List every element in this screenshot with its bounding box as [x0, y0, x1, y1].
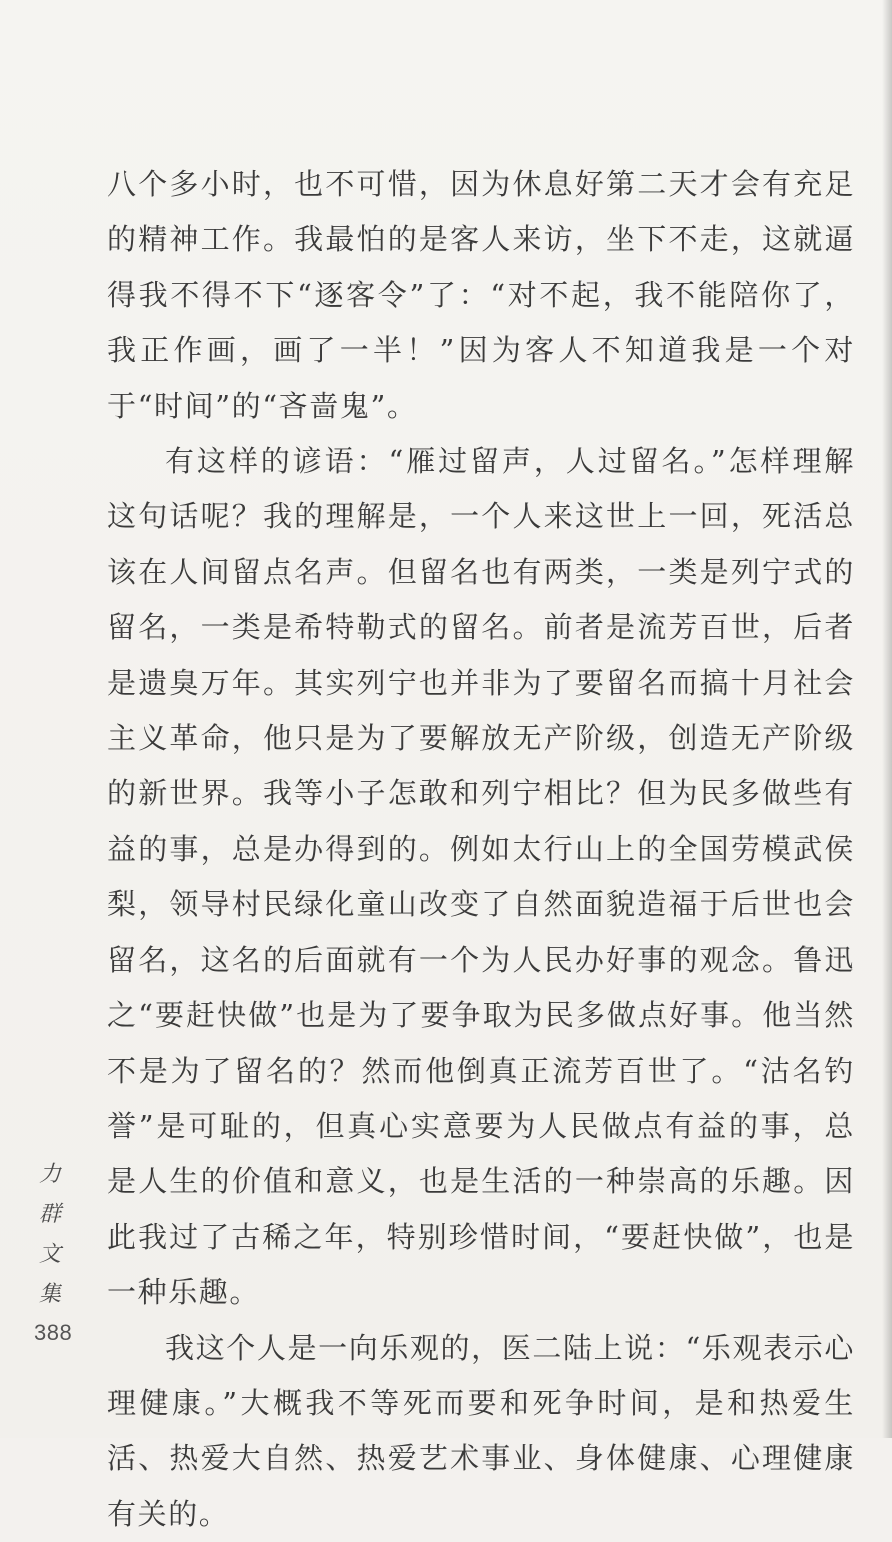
- page-number: 388: [34, 1320, 73, 1345]
- paragraph-1: 八个多小时，也不可惜，因为休息好第二天才会有充足的精神工作。我最怕的是客人来访，坐下不走，这就逼得我不得不下“逐客令”了：“对不起，我不能陪你了，我正作画，画了一半！”因为客人不知道我是一个对于“时间”的“吝啬鬼”。: [107, 167, 855, 423]
- paragraph-3: 我这个人是一向乐观的，医二陆上说：“乐观表示心理健康。”大概我不等死而要和死争时间，是和热爱生活、热爱大自然、热爱艺术事业、身体健康、心理健康有关的。: [107, 1330, 855, 1531]
- side-title-char: 群: [38, 1202, 61, 1227]
- paragraph-2: 有这样的谚语：“雁过留声，人过留名。”怎样理解这句话呢？我的理解是，一个人来这世上一回，死活总该在人间留点名声。但留名也有两类，一类是列宁式的留名，一类是希特勒式的留名。前者是流芳百世，后者是遗臭万年。其实列宁也并非为了要留名而搞十月社会主义革命，他只是为了要解放无产阶级，创造无产阶级的新世界。我等小子怎敢和列宁相比？但为民多做些有益的事，总是办得到的。例如太行山上的全国劳模武侯梨，领导村民绿化童山改变了自然面貌造福于后世也会留名，这名的后面就有一个为人民办好事的观念。鲁迅之“要赶快做”也是为了要争取为民多做点好事。他当然不是为了留名的？然而他倒真正流芳百世了。“沽名钓誉”是可耻的，但真心实意要为人民做点有益的事，总是人生的价值和意义，也是生活的一种崇高的乐趣。因此我过了古稀之年，特别珍惜时间，“要赶快做”，也是一种乐趣。: [107, 444, 855, 1310]
- body-text: [107, 157, 855, 1542]
- side-title-char: 集: [38, 1282, 61, 1307]
- side-title-char: 文: [38, 1242, 61, 1267]
- page-edge-shadow: [882, 0, 892, 1438]
- book-series-title: [36, 1155, 64, 1315]
- side-title-char: 力: [38, 1162, 61, 1187]
